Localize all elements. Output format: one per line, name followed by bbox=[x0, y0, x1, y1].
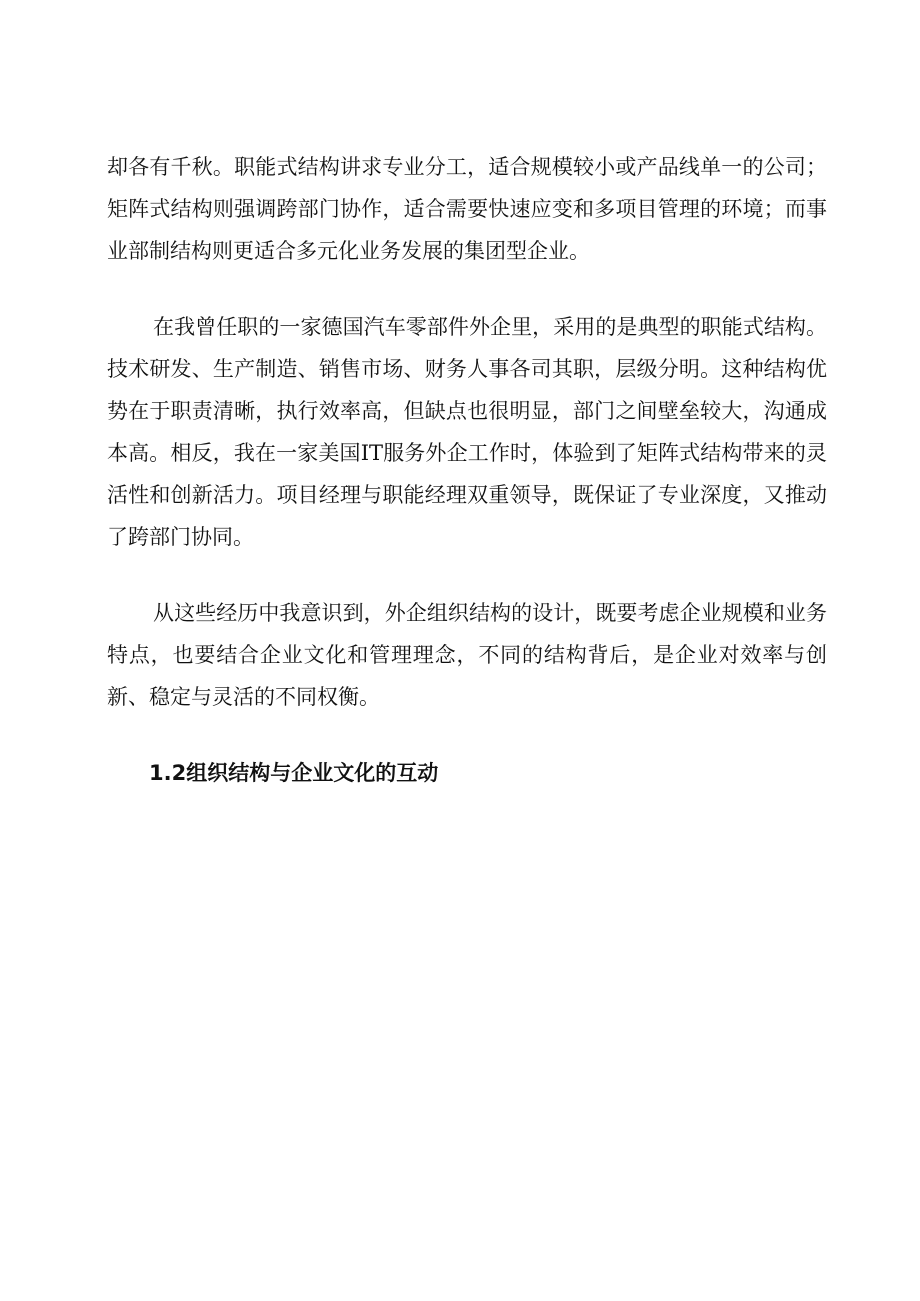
document-body bbox=[107, 146, 827, 794]
paragraph-continued: 却各有千秋。职能式结构讲求专业分工，适合规模较小或产品线单一的公司；矩阵式结构则强调跨部门协作，适合需要快速应变和多项目管理的环境；而事业部制结构则更适合多元化业务发展的集团型企业。 bbox=[107, 155, 827, 263]
paragraph-conclusion: 从这些经历中我意识到，外企组织结构的设计，既要考虑企业规模和业务特点，也要结合企业文化和管理理念，不同的结构背后，是企业对效率与创新、稳定与灵活的不同权衡。 bbox=[107, 601, 827, 709]
section-heading: 1.2组织结构与企业文化的互动 bbox=[149, 761, 439, 785]
paragraph-german-company: 在我曾任职的一家德国汽车零部件外企里，采用的是典型的职能式结构。技术研发、生产制造、销售市场、财务人事各司其职，层级分明。这种结构优势在于职责清晰，执行效率高，但缺点也很明显，部门之间壁垒较大，沟通成本高。相反，我在一家美国IT服务外企工作时，体验到了矩阵式结构带来的灵活性和创新活力。项目经理与职能经理双重领导，既保证了专业深度，又推动了跨部门协同。 bbox=[107, 315, 827, 549]
